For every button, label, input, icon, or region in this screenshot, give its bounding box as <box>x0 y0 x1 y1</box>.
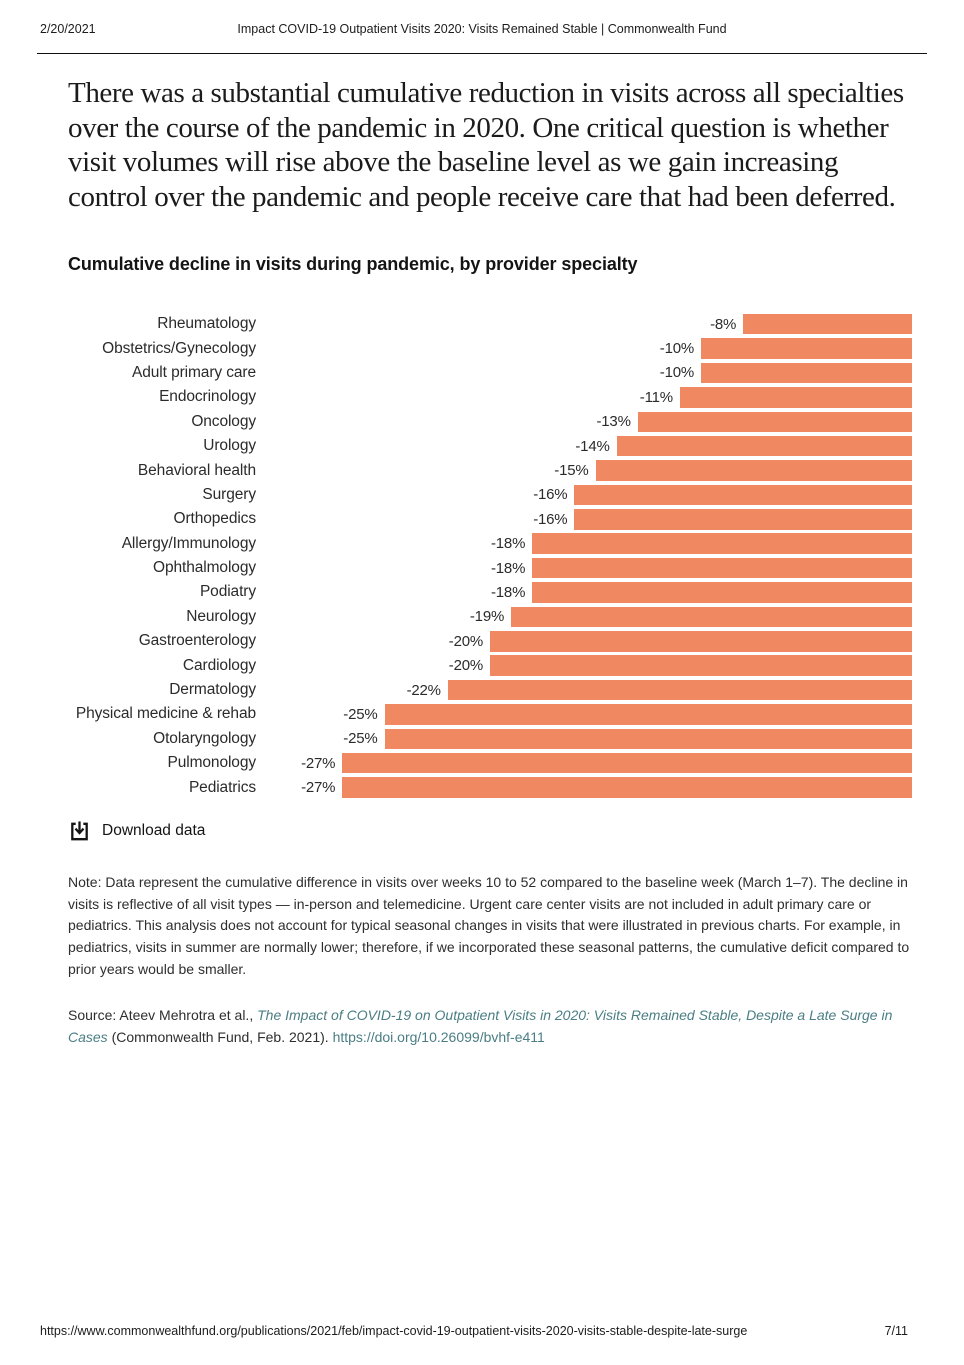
category-label: Pediatrics <box>188 778 256 796</box>
category-label: Neurology <box>186 607 256 625</box>
chart-row <box>68 702 912 726</box>
bar <box>574 485 912 506</box>
value-label: -10% <box>659 364 694 382</box>
bar <box>638 412 912 433</box>
footer-url: https://www.commonwealthfund.org/publications/2021/feb/impact-covid-19-outpatient-visits-2020-visits-stable-despite-late-surge <box>40 1324 748 1338</box>
bar <box>385 729 913 750</box>
category-label: Obstetrics/Gynecology <box>102 339 256 357</box>
source-prefix: Source: Ateev Mehrotra et al., <box>68 1006 258 1023</box>
plot-area <box>256 580 912 604</box>
category-label: Rheumatology <box>157 315 256 333</box>
header-divider <box>37 53 927 54</box>
category-label: Cardiology <box>182 656 256 674</box>
category-label: Behavioral health <box>137 461 256 479</box>
chart-row <box>68 775 912 799</box>
plot-area <box>256 385 912 409</box>
bar <box>532 582 912 603</box>
bar <box>511 607 912 628</box>
value-label: -18% <box>490 535 526 553</box>
value-label: -27% <box>301 754 336 772</box>
chart-row <box>68 678 912 702</box>
plot-area <box>256 507 912 531</box>
category-label: Dermatology <box>169 681 256 699</box>
value-label: -10% <box>659 340 694 358</box>
plot-area <box>256 556 912 580</box>
chart-row <box>68 361 912 385</box>
chart-row <box>68 653 912 677</box>
category-label: Podiatry <box>199 583 256 601</box>
category-label: Ophthalmology <box>153 559 256 577</box>
bar-chart <box>68 312 912 800</box>
plot-area <box>256 775 912 799</box>
value-label: -25% <box>343 705 378 723</box>
source-middle: (Commonwealth Fund, Feb. 2021). <box>107 1028 333 1045</box>
print-date: 2/20/2021 <box>40 22 96 36</box>
bar <box>743 314 912 335</box>
plot-area <box>256 458 912 482</box>
download-data-button[interactable] <box>68 820 205 843</box>
value-label: -20% <box>448 657 483 675</box>
chart-row <box>68 458 912 482</box>
plot-area <box>256 605 912 629</box>
chart-row <box>68 605 912 629</box>
category-label: Orthopedics <box>173 510 256 528</box>
category-label: Pulmonology <box>167 754 256 772</box>
bar-chart-rows <box>68 312 912 800</box>
category-label: Gastroenterology <box>138 632 256 650</box>
plot-area <box>256 361 912 385</box>
chart-row <box>68 556 912 580</box>
category-label: Endocrinology <box>159 388 256 406</box>
intro-paragraph: There was a substantial cumulative reduction in visits across all specialties over the course of the pandemic in 2020. One critical question is whether visit volumes will rise above the baseline level as we gain increasing control over the pandemic and people receive care that had been deferred. <box>68 77 904 213</box>
bar <box>448 680 912 701</box>
value-label: -13% <box>596 413 631 431</box>
bar <box>490 655 912 676</box>
footer-page-number: 7/11 <box>884 1324 908 1338</box>
value-label: -22% <box>406 681 441 699</box>
category-label: Surgery <box>202 485 256 503</box>
chart-row <box>68 434 912 458</box>
print-footer <box>40 1324 908 1338</box>
category-label: Oncology <box>191 412 256 430</box>
value-label: -27% <box>301 779 336 797</box>
plot-area <box>256 678 912 702</box>
bar <box>342 753 912 774</box>
bar <box>701 338 912 359</box>
chart-row <box>68 385 912 409</box>
value-label: -20% <box>448 632 483 650</box>
category-label: Otolaryngology <box>153 729 256 747</box>
category-label: Adult primary care <box>132 363 256 381</box>
bar <box>617 436 912 457</box>
value-label: -19% <box>469 608 505 626</box>
value-label: -8% <box>710 315 737 333</box>
print-doc-title: Impact COVID-19 Outpatient Visits 2020: Visits Remained Stable | Commonwealth Fund <box>237 22 727 36</box>
plot-area <box>256 336 912 360</box>
page-content <box>68 76 913 1048</box>
source-doi-link[interactable]: https://doi.org/10.26099/bvhf-e411 <box>332 1028 545 1045</box>
bar <box>574 509 912 530</box>
plot-area <box>256 532 912 556</box>
category-label: Physical medicine & rehab <box>75 705 256 723</box>
bar <box>532 533 912 554</box>
chart-row <box>68 336 912 360</box>
chart-title: Cumulative decline in visits during pandemic, by provider specialty <box>68 254 638 274</box>
chart-row <box>68 727 912 751</box>
value-label: -14% <box>575 437 610 455</box>
bar <box>680 387 912 408</box>
note-text: Note: Data represent the cumulative difference in visits over weeks 10 to 52 compared to the baseline week (March 1–7). The decline in visits is reflective of all visit types — in-person and telemedicine. Urgent care center visits are not included in adult primary care or pediatrics. This analysis does not account for typical seasonal changes in visits that were illustrated in previous charts. For example, in pediatrics, visits in summer are normally lower; therefore, if we incorporated these seasonal patterns, the cumulative deficit compared to prior years would be smaller. <box>68 873 910 977</box>
bar <box>532 558 912 579</box>
plot-area <box>256 434 912 458</box>
source-article-link[interactable]: The Impact of COVID-19 on Outpatient Visits in 2020: Visits Remained Stable, Despite a Late Surge in Cases <box>68 1006 893 1045</box>
bar <box>490 631 912 652</box>
value-label: -16% <box>533 510 568 528</box>
chart-row <box>68 580 912 604</box>
value-label: -18% <box>490 559 526 577</box>
download-icon <box>68 820 91 843</box>
category-label: Allergy/Immunology <box>121 534 256 552</box>
plot-area <box>256 653 912 677</box>
chart-row <box>68 312 912 336</box>
chart-row <box>68 751 912 775</box>
source-text <box>68 1005 910 1049</box>
chart-row <box>68 483 912 507</box>
bar <box>701 363 912 384</box>
plot-area <box>256 751 912 775</box>
chart-row <box>68 507 912 531</box>
plot-area <box>256 410 912 434</box>
bar <box>385 704 913 725</box>
value-label: -15% <box>554 462 589 480</box>
chart-row <box>68 410 912 434</box>
plot-area <box>256 727 912 751</box>
plot-area <box>256 702 912 726</box>
value-label: -16% <box>533 486 568 504</box>
bar <box>596 460 913 481</box>
value-label: -11% <box>639 388 673 406</box>
bar <box>342 777 912 798</box>
chart-row <box>68 532 912 556</box>
plot-area <box>256 483 912 507</box>
plot-area <box>256 312 912 336</box>
value-label: -25% <box>343 730 378 748</box>
print-header <box>40 22 924 36</box>
download-label: Download data <box>102 822 206 840</box>
plot-area <box>256 629 912 653</box>
chart-row <box>68 629 912 653</box>
value-label: -18% <box>490 583 526 601</box>
category-label: Urology <box>203 437 256 455</box>
